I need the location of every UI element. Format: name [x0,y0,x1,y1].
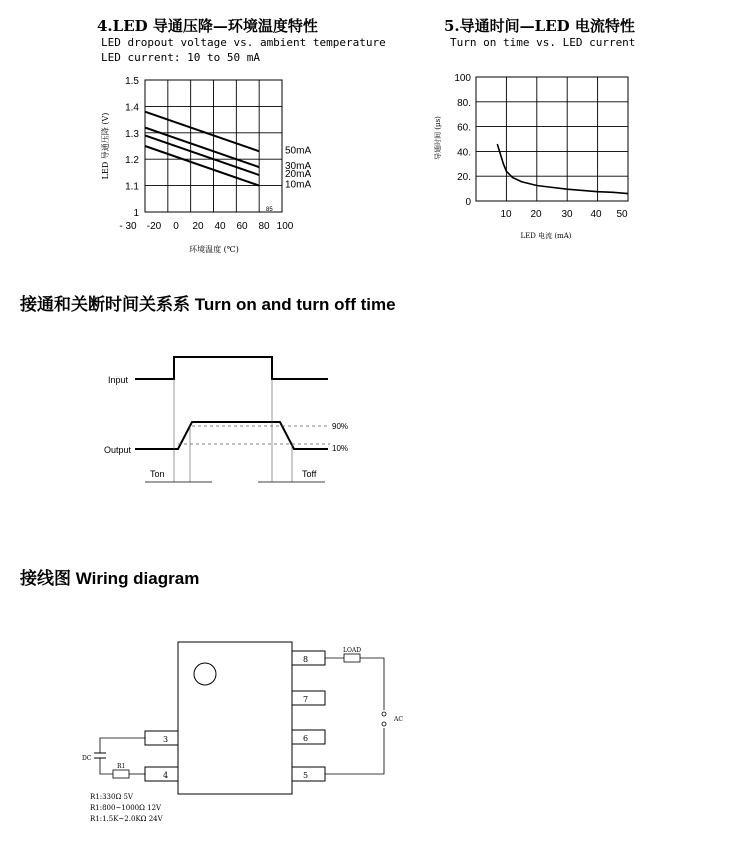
chart5-subtitle: Turn on time vs. LED current [450,36,636,49]
chart5-xtick-label: 30 [561,209,573,220]
chart4-figure [0,0,750,270]
chart4-series-lines [145,112,259,186]
chart5-ytick-label: 100 [454,73,471,84]
chip-pin1-marker [194,663,216,685]
chart5-plot-frame [476,77,628,201]
chart5-title: 5.导通时间—LED 电流特性 [444,17,635,35]
chart5-xtick-label: 40 [590,209,602,220]
chart5-xtick-label: 50 [616,209,628,220]
chart4-ytick-label: 1.1 [125,181,139,193]
chart5-tick-labels [433,73,628,240]
chart4-ytick-label: 1.3 [125,128,139,140]
input-label: Input [108,375,129,385]
chart4-yaxis-label: LED 导通压降 (V) [101,112,110,180]
chart4-series-line [145,146,259,186]
chart4-series-label: 50mA [285,145,312,157]
pin-8-label: 8 [303,655,309,664]
output-waveform [135,422,328,449]
wire-pin3-dc [100,738,145,753]
pin-5 [292,767,325,781]
chart4-ytick-label: 1.4 [125,102,139,114]
pin-7 [292,691,325,705]
r1-note-3: R1:1.5K~2.0KΩ 24V [90,815,163,823]
pin-4-label: 4 [163,771,169,780]
pin-3 [145,731,178,745]
chart4-series-line [145,112,259,152]
chip-body [178,642,292,794]
wiring-diagram [0,630,750,840]
chart5-xaxis-label: LED 电流 (mA) [520,232,572,240]
r1-note-2: R1:800~1000Ω 12V [90,804,162,812]
ac-terminal-top [382,712,386,716]
chart4-xtick-label: 40 [214,221,226,232]
load-label: LOAD [343,647,362,654]
chart4-xtick-label: 60 [236,221,248,232]
chart4-tick-labels [100,76,311,254]
chart5-yaxis-label: 导通时间 (μs) [434,116,442,160]
chart4-corner-note: 85 [266,207,273,213]
pin-5-label: 5 [303,771,309,780]
wire-ac-pin5 [325,728,384,774]
dc-label: DC [82,755,92,762]
chart4-xtick-label: 80 [258,221,270,232]
ac-label: AC [394,716,403,723]
chart5-ytick-label: 60. [457,122,471,134]
chart4-series-label: 20mA [285,169,312,181]
timing-section-title: 接通和关断时间关系系 Turn on and turn off time [20,295,396,314]
pin-4 [145,767,178,781]
chart5-grid [476,77,628,201]
pin-8 [292,651,325,665]
chart4-ytick-label: 1 [133,208,139,219]
pin-6-label: 6 [303,734,309,743]
chart4-series-line [145,128,259,168]
chart4-subtitle-line1: LED dropout voltage vs. ambient temperature [101,36,386,49]
wire-load-ac [360,658,384,710]
load-resistor [344,654,360,662]
pct10-label: 10% [332,444,349,453]
r1-label: R1 [117,763,126,770]
chart5-xtick-label: 20 [530,209,542,220]
chart5-ytick-label: 40. [457,147,471,159]
chart4-xtick-label: 0 [173,221,179,232]
wire-dc-r1 [100,758,113,774]
chart4-series-label: 30mA [285,161,312,173]
chart4-series-label: 10mA [285,179,312,191]
chart4-title: 4.LED 导通压降—环境温度特性 [97,17,318,35]
pin-7-label: 7 [303,695,309,704]
chart4-xtick-label: -20 [146,221,162,232]
wiring-section-title: 接线图 Wiring diagram [20,569,200,588]
r1-resistor [113,770,129,778]
input-waveform [135,357,328,379]
toff-label: Toff [302,469,317,479]
timing-diagram [0,340,750,500]
chart5-ytick-label: 80. [457,97,471,109]
chart4-xtick-label: 100 [276,221,294,232]
ac-terminal-bottom [382,722,386,726]
output-label: Output [104,445,132,455]
pin-3-label: 3 [163,735,169,744]
pin-6 [292,730,325,744]
chart4-xtick-label: 20 [192,221,204,232]
chart4-grid [145,80,282,212]
chart4-xtick-label: - 30 [119,221,137,232]
chart4-ytick-label: 1.5 [125,76,139,87]
chart4-series-line [145,135,259,175]
r1-note-1: R1:330Ω 5V [90,793,133,801]
chart4-ytick-label: 1.2 [125,155,139,167]
chart5-ytick-label: 20. [457,172,471,184]
chart5-xtick-label: 10 [500,209,512,220]
chart5-ytick-label: 0 [465,197,471,208]
chart4-xaxis-label: 环境温度 (℃) [189,245,239,254]
chart4-subtitle-line2: LED current: 10 to 50 mA [101,51,260,64]
pct90-label: 90% [332,422,349,431]
ton-label: Ton [150,469,165,479]
